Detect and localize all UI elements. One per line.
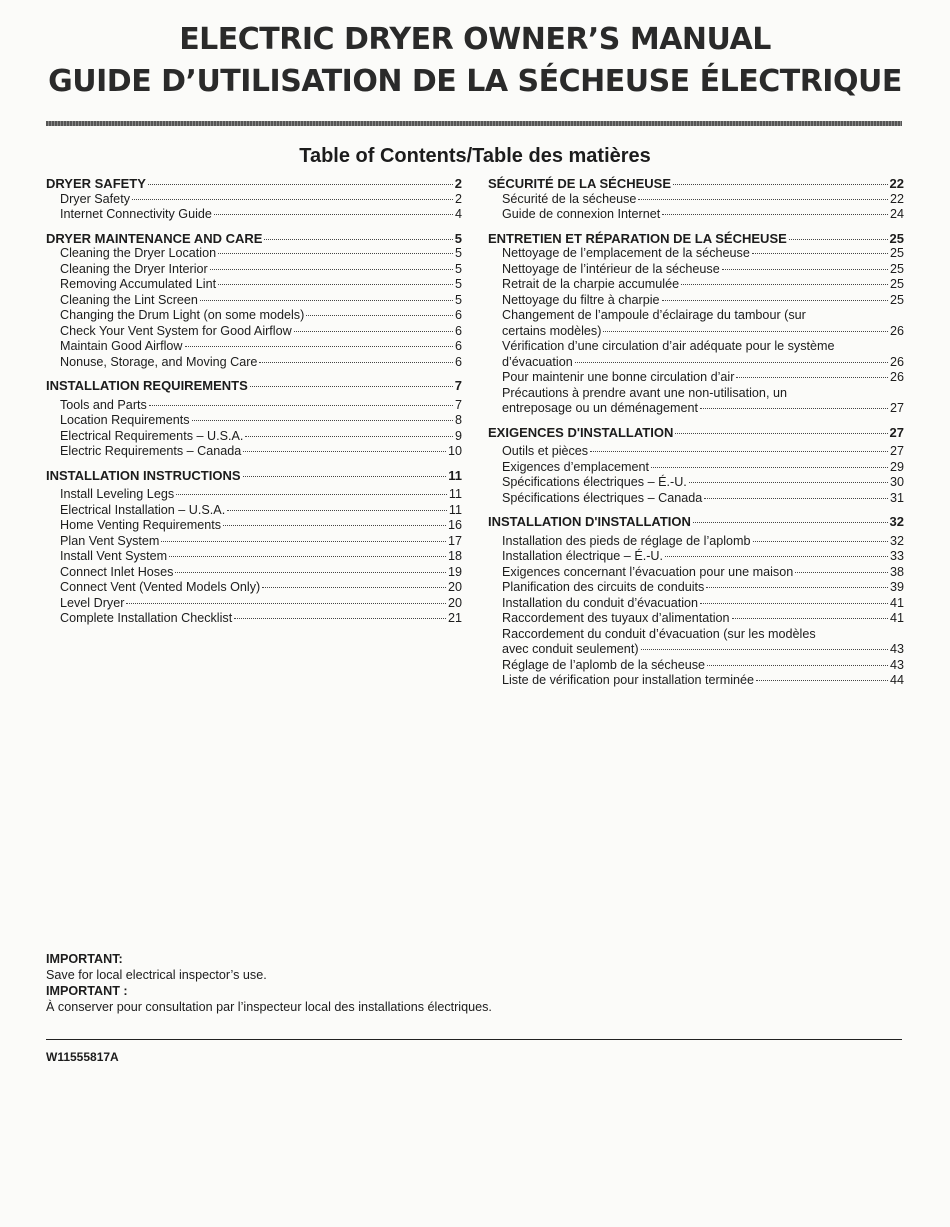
toc-page-number: 10 [447, 444, 462, 458]
toc-section-title: DRYER SAFETY [46, 176, 146, 191]
toc-section-title: INSTALLATION D'INSTALLATION [488, 514, 691, 529]
toc-entry-title: Dryer Safety [60, 191, 130, 206]
toc-entry-link[interactable] [488, 460, 904, 476]
toc-page-number: 5 [454, 246, 462, 260]
dot-leader [707, 664, 888, 666]
dot-leader [675, 432, 887, 434]
toc-section-link[interactable] [488, 231, 904, 247]
toc-entry-title: Internet Connectivity Guide [60, 207, 212, 221]
toc-section-link[interactable] [46, 231, 462, 247]
toc-section-link[interactable] [46, 176, 462, 192]
toc-page-number: 19 [447, 564, 462, 579]
toc-entry-link[interactable] [46, 277, 462, 293]
toc-entry-link[interactable] [46, 487, 462, 503]
toc-entry-wrapped-line: Changement de l’ampoule d’éclairage du tambour (sur [502, 308, 806, 322]
toc-entry-link[interactable] [46, 308, 462, 324]
dot-leader [789, 238, 888, 240]
dot-leader [262, 586, 446, 588]
toc-page-number: 41 [889, 611, 904, 625]
toc-entry-title: Nonuse, Storage, and Moving Care [60, 354, 258, 369]
toc-entry-link[interactable] [46, 398, 462, 414]
toc-entry-link[interactable] [46, 293, 462, 309]
toc-entry-title: Sécurité de la sécheuse [502, 191, 637, 206]
toc-page-number: 2 [454, 176, 462, 191]
toc-entry-title: certains modèles) [502, 323, 602, 338]
toc-column-english [46, 176, 462, 627]
dot-leader [662, 299, 888, 301]
dot-leader [185, 345, 453, 347]
toc-page-number: 26 [889, 370, 904, 384]
toc-entry-link[interactable] [488, 444, 904, 460]
toc-page-number: 22 [889, 191, 904, 206]
toc-page-number: 5 [454, 261, 462, 276]
toc-entry-link[interactable] [46, 444, 462, 460]
dot-leader [223, 524, 446, 526]
toc-page-number: 25 [889, 246, 904, 260]
important-notice [46, 951, 492, 1015]
toc-page-number: 22 [889, 176, 904, 191]
toc-entry-title: Réglage de l’aplomb de la sécheuse [502, 657, 706, 672]
dot-leader [306, 314, 453, 316]
toc-page-number: 11 [448, 502, 462, 517]
toc-entry-title: Raccordement des tuyaux d’alimentation [502, 611, 730, 625]
toc-entry-title: Tools and Parts [60, 397, 147, 412]
dot-leader [651, 466, 888, 468]
toc-section-title: DRYER MAINTENANCE AND CARE [46, 230, 263, 246]
toc-entry-link[interactable] [488, 611, 904, 627]
toc-entry-link[interactable] [488, 277, 904, 293]
dot-leader [638, 198, 888, 200]
toc-entry-title: Level Dryer [60, 595, 125, 610]
toc-entry-wrapped-line: Raccordement du conduit d’évacuation (sur les modèles [502, 626, 816, 641]
toc-page-number: 27 [889, 444, 904, 458]
toc-entry-link[interactable] [46, 207, 462, 223]
toc-entry-title: Connect Inlet Hoses [60, 564, 174, 579]
dot-leader [169, 555, 446, 557]
toc-entry-link[interactable] [46, 518, 462, 534]
toc-entry-title: Exigences concernant l’évacuation pour une maison [502, 564, 794, 579]
toc-page-number: 29 [889, 459, 904, 474]
dot-leader [132, 198, 453, 200]
toc-page-number: 43 [889, 657, 904, 672]
dot-leader [264, 238, 452, 240]
toc-entry-title: Install Vent System [60, 549, 168, 563]
toc-entry-link[interactable] [488, 642, 904, 658]
toc-entry-title: Spécifications électriques – É.-U. [502, 475, 687, 489]
important-text-en: Save for local electrical inspector’s use. [46, 968, 267, 982]
toc-entry-title: Spécifications électriques – Canada [502, 490, 703, 505]
toc-entry-link[interactable] [46, 339, 462, 355]
toc-entry-title: entreposage ou un déménagement [502, 401, 699, 415]
toc-page-number: 32 [889, 514, 904, 529]
dot-leader [148, 183, 453, 185]
toc-entry-title: Changing the Drum Light (on some models) [60, 308, 305, 322]
important-text-fr: À conserver pour consultation par l’inspecteur local des installations électriques. [46, 1000, 492, 1014]
dot-leader [176, 493, 447, 495]
toc-section-link[interactable] [46, 378, 462, 394]
dot-leader [756, 679, 888, 681]
toc-entry-title: d’évacuation [502, 354, 573, 369]
toc-page-number: 17 [447, 533, 462, 548]
toc-page-number: 30 [889, 475, 904, 489]
toc-page-number: 7 [454, 397, 462, 412]
toc-page-number: 27 [889, 424, 904, 440]
dot-leader [662, 213, 888, 215]
toc-entry-title: Removing Accumulated Lint [60, 277, 217, 291]
dot-leader [704, 497, 888, 499]
toc-page-number: 6 [454, 308, 462, 322]
toc-entry-link[interactable] [488, 355, 904, 371]
toc-entry-link[interactable] [488, 192, 904, 208]
toc-page-number: 5 [454, 277, 462, 291]
toc-entry-title: Installation des pieds de réglage de l’aplomb [502, 533, 751, 548]
toc-page-number: 18 [447, 549, 462, 563]
toc-entry-link[interactable] [46, 429, 462, 445]
toc-entry-title: Maintain Good Airflow [60, 339, 183, 353]
toc-entry-link[interactable] [488, 324, 904, 340]
toc-entry-title: Outils et pièces [502, 444, 589, 458]
toc-entry-link[interactable] [488, 565, 904, 581]
toc-entry-title: Installation électrique – É.-U. [502, 549, 664, 563]
toc-entry-title: Electrical Requirements – U.S.A. [60, 428, 244, 443]
toc-page-number: 25 [889, 292, 904, 307]
toc-entry-title: Nettoyage de l’intérieur de la sécheuse [502, 261, 720, 276]
dot-leader [752, 252, 888, 254]
dot-leader [218, 283, 453, 285]
dot-leader [192, 419, 453, 421]
toc-page-number: 20 [447, 595, 462, 610]
toc-entry-link[interactable] [488, 246, 904, 262]
dot-leader [700, 602, 888, 604]
toc-entry-title: Home Venting Requirements [60, 518, 222, 532]
dot-leader [234, 617, 446, 619]
dot-leader [243, 450, 446, 452]
dot-leader [243, 475, 447, 477]
toc-entry-link[interactable] [488, 262, 904, 278]
toc-entry-link[interactable] [46, 262, 462, 278]
toc-entry-title: Pour maintenir une bonne circulation d’air [502, 370, 735, 384]
dot-leader [245, 435, 453, 437]
toc-page-number: 33 [889, 549, 904, 563]
toc-entry-title: Complete Installation Checklist [60, 611, 233, 625]
toc-page-number: 8 [454, 413, 462, 427]
toc-entry-title: Cleaning the Dryer Location [60, 246, 217, 260]
dot-leader [665, 555, 888, 557]
dot-leader [161, 540, 446, 542]
important-label-fr: IMPORTANT : [46, 984, 128, 998]
toc-entry-link[interactable] [488, 293, 904, 309]
toc-entry-link[interactable] [488, 596, 904, 612]
toc-entry-title: Electrical Installation – U.S.A. [60, 502, 226, 517]
toc-page-number: 43 [889, 642, 904, 656]
toc-entry-title: Plan Vent System [60, 533, 160, 548]
toc-page-number: 5 [454, 230, 462, 246]
toc-entry-link[interactable] [488, 534, 904, 550]
toc-entry-link[interactable] [46, 355, 462, 371]
toc-entry-link[interactable] [488, 207, 904, 223]
toc-entry-link[interactable] [46, 413, 462, 429]
toc-entry-title: Guide de connexion Internet [502, 207, 661, 221]
toc-page-number: 7 [454, 378, 462, 393]
toc-page-number: 38 [889, 564, 904, 579]
toc-page-number: 25 [889, 277, 904, 291]
toc-section-title: INSTALLATION REQUIREMENTS [46, 378, 248, 393]
toc-entry-title: Install Leveling Legs [60, 487, 175, 501]
toc-section-title: INSTALLATION INSTRUCTIONS [46, 467, 241, 483]
dot-leader [214, 213, 453, 215]
toc-entry-link[interactable] [488, 673, 904, 689]
toc-entry-title: Check Your Vent System for Good Airflow [60, 323, 292, 338]
dot-leader [689, 481, 888, 483]
toc-entry-title: Electric Requirements – Canada [60, 444, 242, 458]
toc-page-number: 39 [889, 580, 904, 594]
toc-page-number: 21 [447, 611, 462, 625]
toc-entry-link[interactable] [46, 503, 462, 519]
toc-entry-link[interactable] [46, 246, 462, 262]
dot-leader [641, 648, 888, 650]
toc-entry-title: Exigences d’emplacement [502, 459, 650, 474]
toc-page-number: 20 [447, 580, 462, 594]
toc-section-link[interactable] [488, 425, 904, 441]
dot-leader [149, 404, 453, 406]
important-label-en: IMPORTANT: [46, 952, 123, 966]
toc-page-number: 5 [454, 292, 462, 307]
toc-entry-link[interactable] [488, 580, 904, 596]
dot-leader [693, 521, 888, 523]
toc-entry-title: avec conduit seulement) [502, 642, 639, 656]
toc-section-link[interactable] [488, 176, 904, 192]
dot-leader [753, 540, 888, 542]
footer-divider [46, 1039, 902, 1040]
toc-section-title: ENTRETIEN ET RÉPARATION DE LA SÉCHEUSE [488, 230, 787, 246]
toc-page-number: 11 [448, 467, 462, 483]
dot-leader [575, 361, 888, 363]
title-english: ELECTRIC DRYER OWNER’S MANUAL [179, 22, 771, 57]
dot-leader [126, 602, 446, 604]
toc-entry-link[interactable] [488, 658, 904, 674]
dot-leader [175, 571, 446, 573]
dot-leader [294, 330, 453, 332]
toc-page-number: 44 [889, 673, 904, 687]
dot-leader [736, 376, 888, 378]
dot-leader [603, 330, 888, 332]
dot-leader [732, 617, 888, 619]
part-number: W11555817A [46, 1050, 119, 1064]
toc-entry-title: Connect Vent (Vented Models Only) [60, 580, 261, 594]
dot-leader [218, 252, 453, 254]
toc-entry-link[interactable] [46, 565, 462, 581]
toc-entry-link[interactable] [488, 401, 904, 417]
toc-heading: Table of Contents/Table des matières [299, 145, 651, 167]
toc-page-number: 9 [454, 428, 462, 443]
toc-page-number: 11 [448, 487, 462, 501]
dot-leader [673, 183, 888, 185]
toc-page-number: 2 [454, 191, 462, 206]
toc-entry-wrapped-line: Précautions à prendre avant une non-utilisation, un [502, 385, 787, 400]
toc-page-number: 24 [889, 207, 904, 221]
toc-page-number: 41 [889, 595, 904, 610]
toc-entry-title: Cleaning the Dryer Interior [60, 261, 208, 276]
dot-leader [250, 385, 453, 387]
toc-entry-title: Nettoyage de l’emplacement de la sécheuse [502, 246, 750, 260]
dot-leader [259, 361, 453, 363]
dot-leader [200, 299, 453, 301]
dot-leader [795, 571, 888, 573]
dot-leader [681, 283, 888, 285]
toc-section-title: SÉCURITÉ DE LA SÉCHEUSE [488, 176, 671, 191]
toc-section-link[interactable] [46, 468, 462, 484]
toc-page-number: 26 [889, 354, 904, 369]
toc-entry-title: Nettoyage du filtre à charpie [502, 292, 660, 307]
toc-entry-link[interactable] [46, 580, 462, 596]
toc-section-link[interactable] [488, 514, 904, 530]
toc-entry-link[interactable] [488, 370, 904, 386]
toc-entry-link[interactable] [46, 534, 462, 550]
toc-entry-title: Retrait de la charpie accumulée [502, 277, 680, 291]
dot-leader [590, 450, 888, 452]
toc-entry-title: Planification des circuits de conduits [502, 580, 705, 594]
toc-entry-link[interactable] [46, 611, 462, 627]
toc-page-number: 31 [889, 490, 904, 505]
toc-page-number: 6 [454, 323, 462, 338]
toc-entry-link[interactable] [46, 324, 462, 340]
toc-page-number: 4 [454, 207, 462, 221]
dot-leader [722, 268, 888, 270]
toc-entry-link[interactable] [46, 596, 462, 612]
toc-entry-title: Cleaning the Lint Screen [60, 292, 198, 307]
dot-leader [706, 586, 888, 588]
toc-page-number: 6 [454, 354, 462, 369]
dot-leader [227, 509, 447, 511]
toc-column-french [488, 176, 904, 689]
dot-leader [700, 407, 888, 409]
toc-page-number: 32 [889, 533, 904, 548]
title-divider [46, 121, 902, 126]
toc-page-number: 25 [889, 261, 904, 276]
toc-page-number: 6 [454, 339, 462, 353]
toc-page-number: 26 [889, 323, 904, 338]
toc-entry-link[interactable] [46, 549, 462, 565]
toc-entry-link[interactable] [488, 549, 904, 565]
dot-leader [210, 268, 453, 270]
toc-entry-title: Location Requirements [60, 413, 190, 427]
toc-page-number: 16 [447, 518, 462, 532]
toc-entry-title: Liste de vérification pour installation terminée [502, 673, 755, 687]
toc-entry-link[interactable] [46, 192, 462, 208]
title-french: GUIDE D’UTILISATION DE LA SÉCHEUSE ÉLECTRIQUE [48, 64, 902, 99]
toc-entry-wrapped-line: Vérification d’une circulation d’air adéquate pour le système [502, 339, 835, 353]
toc-page-number: 27 [889, 401, 904, 415]
toc-entry-title: Installation du conduit d’évacuation [502, 595, 699, 610]
toc-entry-link[interactable] [488, 491, 904, 507]
toc-page-number: 25 [889, 230, 904, 246]
toc-entry-link[interactable] [488, 475, 904, 491]
toc-section-title: EXIGENCES D'INSTALLATION [488, 424, 674, 440]
